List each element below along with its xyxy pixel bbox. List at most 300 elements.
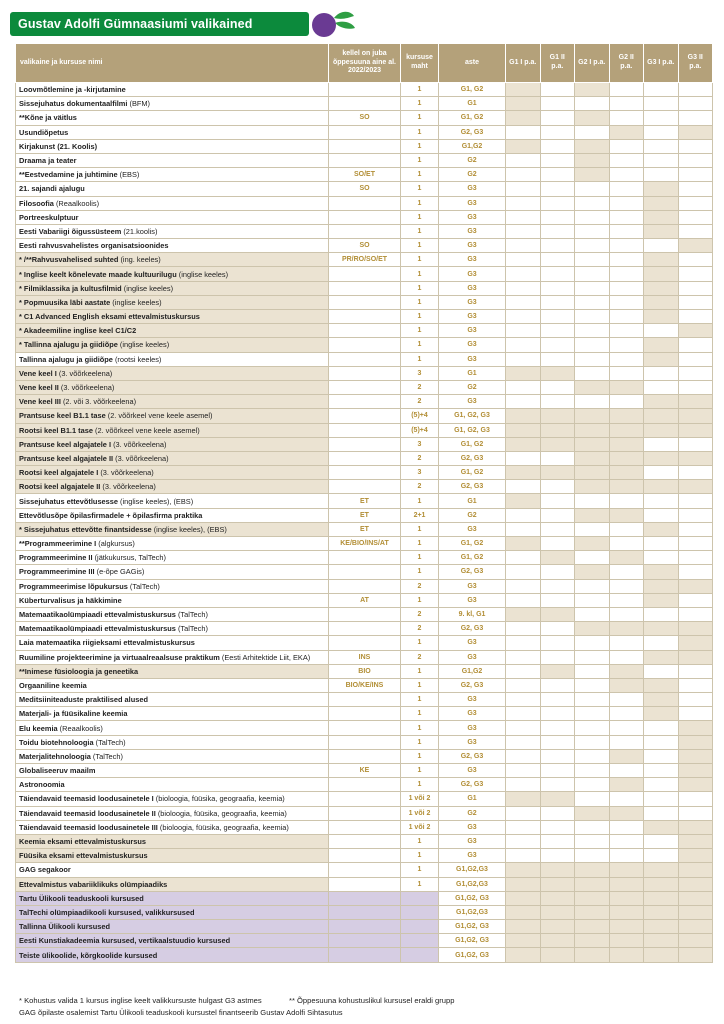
course-level-cell: G2, G3 [439, 125, 506, 139]
group-marker-cell [644, 565, 679, 579]
course-level-cell: G3 [439, 849, 506, 863]
prev-subject-cell [329, 366, 401, 380]
group-marker-cell [678, 253, 713, 267]
group-marker-cell [506, 778, 541, 792]
course-name: Filosoofia [19, 198, 54, 208]
group-marker-cell [506, 834, 541, 848]
course-level-cell: G2 [439, 806, 506, 820]
group-marker-cell [540, 139, 575, 153]
course-hours-cell [401, 905, 439, 919]
footnote-3: GAG õpilaste osalemist Tartu Ülikooli teaduskooli kursustel finantseerib Gustav Adolfi Sihtasutus [19, 1008, 343, 1017]
group-marker-cell [506, 224, 541, 238]
prev-subject-cell [329, 139, 401, 153]
course-hours-cell: 2 [401, 395, 439, 409]
group-marker-cell [506, 97, 541, 111]
group-marker-cell [506, 678, 541, 692]
group-marker-cell [644, 267, 679, 281]
group-marker-cell [609, 579, 644, 593]
course-name-cell [16, 466, 329, 480]
table-row [16, 650, 713, 664]
group-marker-cell [644, 778, 679, 792]
group-marker-cell [609, 97, 644, 111]
course-name: Tartu Ülikooli teaduskooli kursused [19, 893, 144, 903]
course-level-cell: G3 [439, 593, 506, 607]
course-level-cell: G3 [439, 281, 506, 295]
group-marker-cell [609, 352, 644, 366]
course-name-cell [16, 934, 329, 948]
course-level-cell: G3 [439, 650, 506, 664]
group-marker-cell [540, 934, 575, 948]
prev-subject-cell [329, 409, 401, 423]
course-name: Tallinna Ülikooli kursused [19, 922, 111, 932]
course-hours-cell: 1 [401, 877, 439, 891]
course-level-cell: G3 [439, 324, 506, 338]
course-name-cell [16, 210, 329, 224]
prev-subject-cell [329, 352, 401, 366]
prev-subject-cell [329, 849, 401, 863]
group-marker-cell [506, 239, 541, 253]
course-name-cell [16, 380, 329, 394]
course-level-cell: G1 [439, 366, 506, 380]
group-marker-cell [506, 707, 541, 721]
group-marker-cell [506, 380, 541, 394]
group-marker-cell [678, 934, 713, 948]
course-hours-cell: 1 [401, 97, 439, 111]
group-marker-cell [609, 139, 644, 153]
group-marker-cell [506, 636, 541, 650]
group-marker-cell [540, 324, 575, 338]
group-marker-cell [575, 735, 610, 749]
prev-subject-cell: ET [329, 508, 401, 522]
group-marker-cell [540, 764, 575, 778]
course-name: **Inimese füsioloogia ja geneetika [19, 666, 139, 676]
course-name: Ettevalmistus vabariiklikuks olümpiaadiks [19, 879, 168, 889]
group-marker-cell [575, 338, 610, 352]
table-row [16, 920, 713, 934]
course-name: Vene keel III [19, 397, 61, 407]
group-marker-cell [644, 579, 679, 593]
group-marker-cell [644, 97, 679, 111]
group-marker-cell [506, 338, 541, 352]
course-hours-cell: 1 [401, 281, 439, 295]
course-hours-cell: (5)+4 [401, 409, 439, 423]
group-marker-cell [609, 451, 644, 465]
group-marker-cell [575, 863, 610, 877]
course-name: Prantsuse keel algajatele II [19, 453, 114, 463]
group-marker-cell [540, 480, 575, 494]
group-marker-cell [540, 508, 575, 522]
course-level-cell: G3 [439, 522, 506, 536]
course-hours-cell: 1 [401, 778, 439, 792]
course-name-cell [16, 395, 329, 409]
course-name: Astronoomia [19, 780, 65, 790]
table-row [16, 607, 713, 621]
group-marker-cell [609, 480, 644, 494]
group-marker-cell [644, 451, 679, 465]
prev-subject-cell: BIO [329, 664, 401, 678]
group-marker-cell [575, 693, 610, 707]
prev-subject-cell: INS [329, 650, 401, 664]
course-level-cell: G1 [439, 97, 506, 111]
group-marker-cell [644, 83, 679, 97]
table-row [16, 764, 713, 778]
courses-table [15, 43, 713, 963]
course-name: Vene keel I [19, 368, 57, 378]
group-marker-cell [540, 281, 575, 295]
group-marker-cell [540, 806, 575, 820]
course-hours-cell: 3 [401, 437, 439, 451]
group-marker-cell [678, 338, 713, 352]
course-name: * /**Rahvusvahelised suhted [19, 255, 119, 265]
course-name: * Tallinna ajalugu ja giidiõpe [19, 340, 118, 350]
group-marker-cell [540, 834, 575, 848]
group-marker-cell [609, 196, 644, 210]
group-marker-cell [644, 395, 679, 409]
group-marker-cell [575, 508, 610, 522]
group-marker-cell [609, 295, 644, 309]
group-marker-cell [575, 764, 610, 778]
col-header-g2-1: G2 I p.a. [575, 44, 610, 83]
group-marker-cell [506, 764, 541, 778]
group-marker-cell [540, 537, 575, 551]
course-level-cell: G1,G2, G3 [439, 920, 506, 934]
group-marker-cell [678, 324, 713, 338]
course-note: (TalTech) [175, 624, 208, 634]
group-marker-cell [506, 537, 541, 551]
table-row [16, 253, 713, 267]
course-name-cell [16, 267, 329, 281]
table-row [16, 579, 713, 593]
group-marker-cell [609, 437, 644, 451]
course-note: (algkursus) [96, 539, 135, 549]
prev-subject-cell [329, 749, 401, 763]
course-hours-cell: 1 [401, 537, 439, 551]
course-hours-cell: 1 [401, 352, 439, 366]
group-marker-cell [575, 352, 610, 366]
course-name: Meditsiiniteaduste praktilised alused [19, 695, 148, 705]
course-level-cell: G2, G3 [439, 778, 506, 792]
course-name-cell [16, 678, 329, 692]
group-marker-cell [678, 806, 713, 820]
course-name: Materjali- ja füüsikaline keemia [19, 709, 128, 719]
group-marker-cell [540, 707, 575, 721]
course-name: GAG segakoor [19, 865, 71, 875]
group-marker-cell [506, 125, 541, 139]
page-title: Gustav Adolfi Gümnaasiumi valikained [10, 12, 309, 36]
group-marker-cell [506, 693, 541, 707]
course-note: (inglise keeles) [110, 297, 162, 307]
group-marker-cell [609, 239, 644, 253]
group-marker-cell [644, 664, 679, 678]
course-name-cell [16, 948, 329, 962]
group-marker-cell [540, 395, 575, 409]
group-marker-cell [644, 310, 679, 324]
group-marker-cell [678, 139, 713, 153]
course-level-cell: G3 [439, 764, 506, 778]
course-name: Eesti Kunstiakadeemia kursused, vertikaalstuudio kursused [19, 936, 231, 946]
group-marker-cell [575, 380, 610, 394]
table-body [16, 83, 713, 963]
group-marker-cell [575, 948, 610, 962]
course-name-cell [16, 125, 329, 139]
group-marker-cell [609, 83, 644, 97]
table-row [16, 948, 713, 962]
course-level-cell: G3 [439, 210, 506, 224]
course-name: * Popmuusika läbi aastate [19, 297, 111, 307]
course-level-cell: G3 [439, 352, 506, 366]
group-marker-cell [506, 891, 541, 905]
group-marker-cell [609, 764, 644, 778]
group-marker-cell [575, 395, 610, 409]
course-note: (2. võõrkeel vene keele asemel) [105, 411, 213, 421]
group-marker-cell [644, 806, 679, 820]
course-hours-cell: 1 [401, 721, 439, 735]
course-hours-cell: 1 [401, 664, 439, 678]
group-marker-cell [678, 409, 713, 423]
group-marker-cell [678, 579, 713, 593]
course-level-cell: G1, G2, G3 [439, 409, 506, 423]
group-marker-cell [575, 409, 610, 423]
course-note: (inglise keeles), (EBS) [118, 496, 194, 506]
course-name: Sissejuhatus ettevõtlusesse [19, 496, 118, 506]
group-marker-cell [575, 551, 610, 565]
group-marker-cell [678, 537, 713, 551]
course-level-cell: G1,G2,G3 [439, 877, 506, 891]
school-logo-icon [308, 8, 358, 42]
group-marker-cell [575, 111, 610, 125]
group-marker-cell [506, 877, 541, 891]
course-name-cell [16, 565, 329, 579]
group-marker-cell [575, 891, 610, 905]
group-marker-cell [575, 664, 610, 678]
course-hours-cell: 1 [401, 196, 439, 210]
prev-subject-cell: SO [329, 111, 401, 125]
group-marker-cell [644, 948, 679, 962]
group-marker-cell [540, 380, 575, 394]
course-hours-cell: 1 või 2 [401, 792, 439, 806]
group-marker-cell [506, 849, 541, 863]
group-marker-cell [678, 451, 713, 465]
course-note: (bioloogia, füüsika, geograafia, keemia) [153, 794, 285, 804]
table-row [16, 182, 713, 196]
course-note: (inglise keeles) [121, 283, 174, 293]
group-marker-cell [506, 820, 541, 834]
group-marker-cell [540, 778, 575, 792]
table-row [16, 210, 713, 224]
group-marker-cell [540, 622, 575, 636]
prev-subject-cell [329, 834, 401, 848]
group-marker-cell [575, 83, 610, 97]
group-marker-cell [506, 593, 541, 607]
group-marker-cell [644, 324, 679, 338]
course-name-cell [16, 905, 329, 919]
group-marker-cell [575, 239, 610, 253]
course-hours-cell: 1 [401, 153, 439, 167]
group-marker-cell [644, 749, 679, 763]
group-marker-cell [575, 196, 610, 210]
group-marker-cell [678, 877, 713, 891]
course-name-cell [16, 707, 329, 721]
group-marker-cell [609, 380, 644, 394]
table-row [16, 636, 713, 650]
group-marker-cell [609, 749, 644, 763]
course-note: (Eesti Arhitektide Liit, EKA) [219, 652, 311, 662]
course-name-cell [16, 111, 329, 125]
group-marker-cell [540, 352, 575, 366]
group-marker-cell [540, 863, 575, 877]
group-marker-cell [609, 366, 644, 380]
group-marker-cell [644, 721, 679, 735]
group-marker-cell [678, 551, 713, 565]
course-name-cell [16, 295, 329, 309]
group-marker-cell [678, 196, 713, 210]
group-marker-cell [644, 636, 679, 650]
group-marker-cell [644, 210, 679, 224]
group-marker-cell [540, 295, 575, 309]
course-name: Loovmõtlemine ja -kirjutamine [19, 85, 126, 95]
table-row [16, 324, 713, 338]
group-marker-cell [506, 934, 541, 948]
group-marker-cell [609, 423, 644, 437]
course-name-cell [16, 437, 329, 451]
table-row [16, 423, 713, 437]
group-marker-cell [644, 423, 679, 437]
course-level-cell: G2, G3 [439, 565, 506, 579]
group-marker-cell [644, 707, 679, 721]
table-row [16, 622, 713, 636]
group-marker-cell [540, 451, 575, 465]
group-marker-cell [609, 210, 644, 224]
course-name: Füüsika eksami ettevalmistuskursus [19, 851, 148, 861]
table-row [16, 466, 713, 480]
table-row [16, 380, 713, 394]
course-level-cell: G3 [439, 253, 506, 267]
course-name-cell [16, 83, 329, 97]
group-marker-cell [506, 210, 541, 224]
prev-subject-cell [329, 125, 401, 139]
prev-subject-cell [329, 891, 401, 905]
table-row [16, 820, 713, 834]
prev-subject-cell [329, 707, 401, 721]
group-marker-cell [609, 182, 644, 196]
table-row [16, 239, 713, 253]
group-marker-cell [540, 153, 575, 167]
group-marker-cell [644, 352, 679, 366]
course-hours-cell: 1 [401, 139, 439, 153]
group-marker-cell [678, 891, 713, 905]
group-marker-cell [609, 466, 644, 480]
course-note: (inglise keeles) [176, 269, 229, 279]
group-marker-cell [644, 905, 679, 919]
table-row [16, 834, 713, 848]
group-marker-cell [609, 650, 644, 664]
group-marker-cell [540, 111, 575, 125]
group-marker-cell [506, 508, 541, 522]
course-hours-cell: 1 [401, 224, 439, 238]
group-marker-cell [506, 451, 541, 465]
course-hours-cell: 1 [401, 749, 439, 763]
group-marker-cell [644, 366, 679, 380]
group-marker-cell [644, 239, 679, 253]
group-marker-cell [575, 820, 610, 834]
group-marker-cell [575, 792, 610, 806]
course-hours-cell: 1 [401, 168, 439, 182]
group-marker-cell [506, 721, 541, 735]
course-hours-cell: 1 [401, 764, 439, 778]
group-marker-cell [506, 196, 541, 210]
course-level-cell: G3 [439, 182, 506, 196]
group-marker-cell [506, 664, 541, 678]
course-level-cell: G1 [439, 494, 506, 508]
course-name: Laia matemaatika riigieksami ettevalmistuskursus [19, 638, 195, 648]
group-marker-cell [609, 153, 644, 167]
course-name-cell [16, 409, 329, 423]
group-marker-cell [678, 778, 713, 792]
prev-subject-cell [329, 97, 401, 111]
table-row [16, 480, 713, 494]
course-hours-cell: 2 [401, 650, 439, 664]
table-row [16, 310, 713, 324]
course-level-cell: G1,G2, G3 [439, 934, 506, 948]
group-marker-cell [540, 877, 575, 891]
group-marker-cell [609, 125, 644, 139]
course-name: TalTechi olümpiaadikooli kursused, valikkursused [19, 907, 195, 917]
group-marker-cell [678, 508, 713, 522]
course-name: Rootsi keel algajatele II [19, 482, 101, 492]
course-name-cell [16, 834, 329, 848]
course-hours-cell [401, 920, 439, 934]
group-marker-cell [609, 877, 644, 891]
group-marker-cell [644, 607, 679, 621]
course-name: Materjalitehnoloogia [19, 751, 91, 761]
prev-subject-cell: SO/ET [329, 168, 401, 182]
course-name: Draama ja teater [19, 156, 77, 166]
group-marker-cell [678, 622, 713, 636]
course-level-cell: G1,G2, G3 [439, 891, 506, 905]
group-marker-cell [575, 480, 610, 494]
group-marker-cell [678, 834, 713, 848]
prev-subject-cell [329, 210, 401, 224]
group-marker-cell [540, 239, 575, 253]
col-header-g1-1: G1 I p.a. [506, 44, 541, 83]
group-marker-cell [575, 451, 610, 465]
course-note: (TalTech) [127, 581, 160, 591]
group-marker-cell [575, 182, 610, 196]
table-row [16, 693, 713, 707]
course-hours-cell: 1 [401, 849, 439, 863]
course-level-cell: G1,G2,G3 [439, 905, 506, 919]
group-marker-cell [540, 693, 575, 707]
course-name-cell [16, 153, 329, 167]
group-marker-cell [609, 820, 644, 834]
course-level-cell: G3 [439, 834, 506, 848]
group-marker-cell [540, 437, 575, 451]
course-hours-cell: 1 [401, 253, 439, 267]
course-name: Täiendavaid teemasid loodusainetele III [19, 822, 158, 832]
table-row [16, 877, 713, 891]
table-row [16, 366, 713, 380]
course-hours-cell: 1 [401, 338, 439, 352]
group-marker-cell [609, 537, 644, 551]
group-marker-cell [540, 125, 575, 139]
group-marker-cell [678, 210, 713, 224]
footnotes [19, 995, 454, 1019]
course-name: Kirjakunst (21. Koolis) [19, 141, 98, 151]
course-name-cell [16, 451, 329, 465]
table-row [16, 522, 713, 536]
group-marker-cell [644, 437, 679, 451]
group-marker-cell [678, 111, 713, 125]
